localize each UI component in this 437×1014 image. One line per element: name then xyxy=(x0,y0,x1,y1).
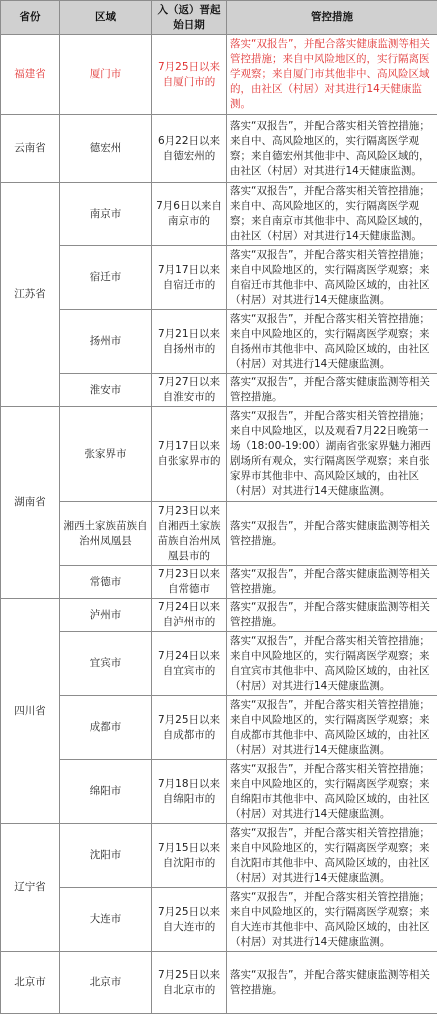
table-header-row xyxy=(1,1,437,35)
table-row xyxy=(1,566,437,599)
date-cell: 7月17日以来自宿迁市的 xyxy=(152,246,227,310)
table-row xyxy=(1,599,437,632)
header-measures: 管控措施 xyxy=(227,1,437,35)
date-cell: 7月23日以来自湘西土家族苗族自治州凤凰县市的 xyxy=(152,502,227,566)
table-row xyxy=(1,502,437,566)
table-row xyxy=(1,407,437,502)
city-cell: 北京市 xyxy=(60,952,152,1014)
measure-cell: 落实“双报告”，并配合落实相关管控措施；来自中风险地区的，实行隔离医学观察；来自宿迁市其他非中、高风险区域的，由社区（村居）对其进行14天健康监测。 xyxy=(227,246,437,310)
measure-cell: 落实“双报告”，并配合落实相关管控措施；来自中、高风险地区的，实行隔离医学观察；来自南京市其他非中、高风险区域的，由社区（村居）对其进行14天健康监测。 xyxy=(227,183,437,246)
measure-cell: 落实“双报告”，并配合落实相关管控措施；来自中风险地区的，实行隔离医学观察；来自宜宾市其他非中、高风险区域的，由社区（村居）对其进行14天健康监测。 xyxy=(227,632,437,696)
measure-cell: 落实“双报告”，并配合落实健康监测等相关管控措施。 xyxy=(227,502,437,566)
city-cell: 淮安市 xyxy=(60,374,152,407)
measure-cell: 落实“双报告”，并配合落实健康监测等相关管控措施。 xyxy=(227,952,437,1014)
city-cell: 泸州市 xyxy=(60,599,152,632)
province-cell: 北京市 xyxy=(1,952,60,1014)
date-cell: 7月15日以来自沈阳市的 xyxy=(152,824,227,888)
city-cell: 宜宾市 xyxy=(60,632,152,696)
province-cell: 辽宁省 xyxy=(1,824,60,952)
table-row xyxy=(1,115,437,183)
city-cell: 湘西土家族苗族自治州凤凰县 xyxy=(60,502,152,566)
province-cell: 福建省 xyxy=(1,35,60,115)
header-area: 区域 xyxy=(60,1,152,35)
table-row xyxy=(1,374,437,407)
city-cell: 沈阳市 xyxy=(60,824,152,888)
city-cell: 成都市 xyxy=(60,696,152,760)
province-cell: 江苏省 xyxy=(1,183,60,407)
header-date: 入（返）晋起始日期 xyxy=(152,1,227,35)
date-cell: 7月21日以来自扬州市的 xyxy=(152,310,227,374)
measure-cell: 落实“双报告”，并配合落实相关管控措施；来自中风险地区，以及观看7月22日晚第一场（18:00-19:00）湖南省张家界魅力湘西剧场所有观众，实行隔离医学观察；来自张家界市其他非中、高风险区域的，由社区（村居）对其进行14天健康监测。 xyxy=(227,407,437,502)
date-cell: 6月22日以来自德宏州的 xyxy=(152,115,227,183)
measure-cell: 落实“双报告”，并配合落实健康监测等相关管控措施；来自中风险地区的，实行隔离医学观察；来自厦门市其他非中、高风险区域的，由社区（村居）对其进行14天健康监测。 xyxy=(227,35,437,115)
date-cell: 7月23日以来自常德市 xyxy=(152,566,227,599)
city-cell: 宿迁市 xyxy=(60,246,152,310)
date-cell: 7月25日以来自大连市的 xyxy=(152,888,227,952)
date-cell: 7月17日以来自张家界市的 xyxy=(152,407,227,502)
city-cell: 厦门市 xyxy=(60,35,152,115)
measure-cell: 落实“双报告”，并配合落实健康监测等相关管控措施。 xyxy=(227,566,437,599)
measure-cell: 落实“双报告”，并配合落实相关管控措施；来自中风险地区的，实行隔离医学观察；来自绵阳市其他非中、高风险区域的，由社区（村居）对其进行14天健康监测。 xyxy=(227,760,437,824)
date-cell: 7月27日以来自淮安市的 xyxy=(152,374,227,407)
measure-cell: 落实“双报告”，并配合落实健康监测等相关管控措施。 xyxy=(227,374,437,407)
measure-cell: 落实“双报告”，并配合落实相关管控措施；来自中、高风险地区的，实行隔离医学观察；来自德宏州其他非中、高风险区域的，由社区（村居）对其进行14天健康监测。 xyxy=(227,115,437,183)
table-row xyxy=(1,632,437,696)
table-row xyxy=(1,760,437,824)
date-cell: 7月24日以来自宜宾市的 xyxy=(152,632,227,696)
header-province: 省份 xyxy=(1,1,60,35)
measure-cell: 落实“双报告”，并配合落实健康监测等相关管控措施。 xyxy=(227,599,437,632)
date-cell: 7月25日以来自厦门市的 xyxy=(152,35,227,115)
city-cell: 张家界市 xyxy=(60,407,152,502)
city-cell: 绵阳市 xyxy=(60,760,152,824)
table-row xyxy=(1,310,437,374)
city-cell: 常德市 xyxy=(60,566,152,599)
city-cell: 大连市 xyxy=(60,888,152,952)
table-row xyxy=(1,952,437,1014)
date-cell: 7月18日以来自绵阳市的 xyxy=(152,760,227,824)
table-row xyxy=(1,888,437,952)
table-row xyxy=(1,824,437,888)
city-cell: 南京市 xyxy=(60,183,152,246)
date-cell: 7月25日以来自北京市的 xyxy=(152,952,227,1014)
table-row xyxy=(1,35,437,115)
measure-cell: 落实“双报告”，并配合落实相关管控措施；来自中风险地区的，实行隔离医学观察；来自大连市其他非中、高风险区域的，由社区（村居）对其进行14天健康监测。 xyxy=(227,888,437,952)
city-cell: 扬州市 xyxy=(60,310,152,374)
measure-cell: 落实“双报告”，并配合落实相关管控措施；来自中风险地区的，实行隔离医学观察；来自沈阳市其他非中、高风险区域的，由社区（村居）对其进行14天健康监测。 xyxy=(227,824,437,888)
table-row xyxy=(1,183,437,246)
date-cell: 7月6日以来自南京市的 xyxy=(152,183,227,246)
table-row xyxy=(1,246,437,310)
table-row xyxy=(1,696,437,760)
date-cell: 7月24日以来自泸州市的 xyxy=(152,599,227,632)
city-cell: 德宏州 xyxy=(60,115,152,183)
measure-cell: 落实“双报告”，并配合落实相关管控措施；来自中风险地区的，实行隔离医学观察；来自成都市其他非中、高风险区域的，由社区（村居）对其进行14天健康监测。 xyxy=(227,696,437,760)
province-cell: 四川省 xyxy=(1,599,60,824)
province-cell: 云南省 xyxy=(1,115,60,183)
province-cell: 湖南省 xyxy=(1,407,60,599)
measure-cell: 落实“双报告”，并配合落实相关管控措施；来自中风险地区的，实行隔离医学观察；来自扬州市其他非中、高风险区域的，由社区（村居）对其进行14天健康监测。 xyxy=(227,310,437,374)
date-cell: 7月25日以来自成都市的 xyxy=(152,696,227,760)
